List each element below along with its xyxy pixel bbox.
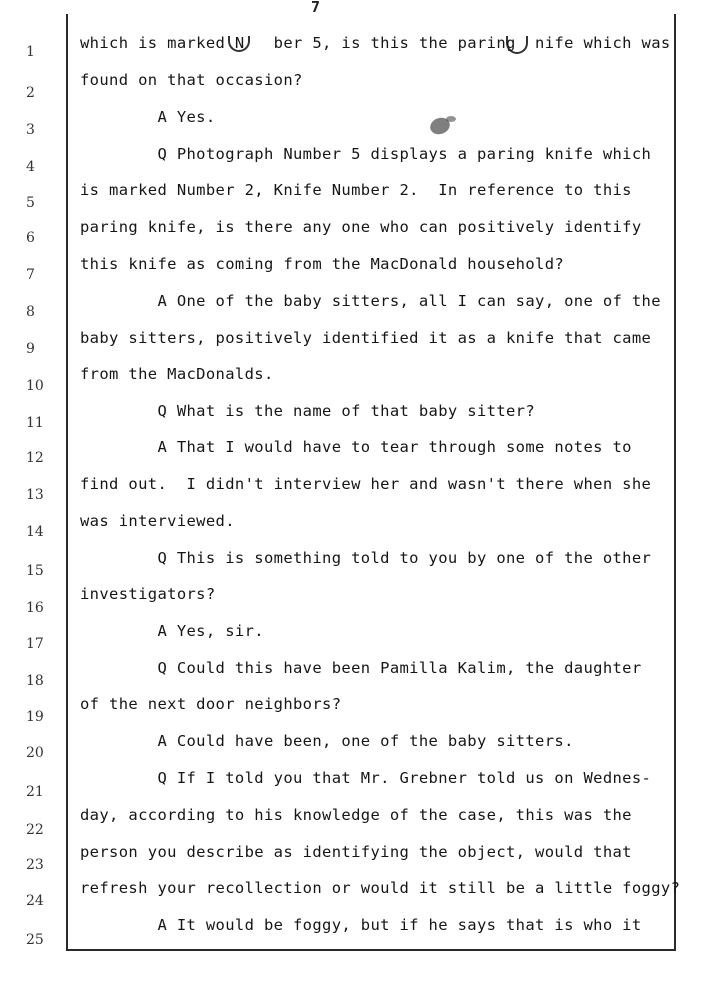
line-number: 22: [26, 822, 44, 838]
line-number: 1: [26, 44, 35, 60]
transcript-line: paring knife, is there any one who can positively identify: [80, 218, 642, 236]
transcript-line: A Yes, sir.: [80, 622, 264, 640]
transcript-line: Q What is the name of that baby sitter?: [80, 402, 536, 420]
transcript-line: this knife as coming from the MacDonald household?: [80, 255, 565, 273]
line-number: 13: [26, 487, 44, 503]
transcript-line: A Could have been, one of the baby sitters.: [80, 732, 574, 750]
line-number: 24: [26, 893, 44, 909]
transcript-line: A Yes.: [80, 108, 216, 126]
transcript-line: Q If I told you that Mr. Grebner told us on Wednes-: [80, 769, 652, 787]
transcript-line: found on that occasion?: [80, 71, 303, 89]
transcript-line: Q This is something told to you by one of the other: [80, 549, 652, 567]
transcript-line: was interviewed.: [80, 512, 235, 530]
transcript-line: is marked Number 2, Knife Number 2. In reference to this: [80, 181, 632, 199]
transcript-line: which is marked N ber 5, is this the paring nife which was: [80, 34, 671, 52]
line-number: 25: [26, 932, 44, 948]
transcript-line: find out. I didn't interview her and wasn't there when she: [80, 475, 652, 493]
transcript-line: refresh your recollection or would it still be a little foggy?: [80, 879, 681, 897]
bottom-margin-rule: [66, 949, 676, 951]
line-number: 23: [26, 857, 44, 873]
line-number: 5: [26, 195, 35, 211]
line-number: 15: [26, 563, 44, 579]
line-number: 21: [26, 784, 44, 800]
line-number: 17: [26, 636, 44, 652]
transcript-line: day, according to his knowledge of the case, this was the: [80, 806, 632, 824]
page-number: 7: [311, 0, 321, 16]
line-number: 4: [26, 159, 35, 175]
transcript-line: person you describe as identifying the object, would that: [80, 843, 632, 861]
line-number: 9: [26, 341, 35, 357]
transcript-line: A That I would have to tear through some notes to: [80, 438, 632, 456]
right-margin-rule: [674, 14, 676, 950]
line-number: 16: [26, 600, 44, 616]
line-number: 20: [26, 745, 44, 761]
line-number: 14: [26, 524, 44, 540]
line-number: 12: [26, 450, 44, 466]
line-number: 18: [26, 673, 44, 689]
transcript-line: investigators?: [80, 585, 216, 603]
line-number: 2: [26, 85, 35, 101]
line-number: 19: [26, 709, 44, 725]
left-margin-rule: [66, 14, 68, 950]
transcript-line: Q Photograph Number 5 displays a paring knife which: [80, 145, 652, 163]
transcript-line: A It would be foggy, but if he says that is who it: [80, 916, 642, 934]
transcript-line: baby sitters, positively identified it as a knife that came: [80, 329, 652, 347]
line-number: 6: [26, 230, 35, 246]
transcript-line: A One of the baby sitters, all I can say, one of the: [80, 292, 661, 310]
line-number: 8: [26, 304, 35, 320]
line-number: 10: [26, 378, 44, 394]
line-number: 7: [26, 267, 35, 283]
transcript-line: from the MacDonalds.: [80, 365, 274, 383]
transcript-line: of the next door neighbors?: [80, 695, 342, 713]
transcript-line: Q Could this have been Pamilla Kalim, the daughter: [80, 659, 642, 677]
line-number: 11: [26, 415, 44, 431]
line-number: 3: [26, 122, 35, 138]
ink-smudge: [446, 116, 456, 122]
